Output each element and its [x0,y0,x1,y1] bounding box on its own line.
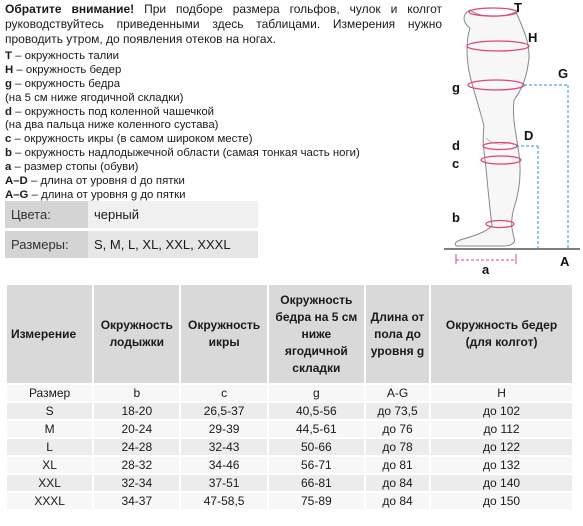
header-hips: Окружность бедер (для колгот) [431,285,572,383]
legend-item: T – окружность талии [5,50,120,62]
table-row: XXXL 34-37 47-58,5 75-89 до 84 до 150 [7,493,572,509]
label-T: T [514,0,522,15]
header-length-g: Длина от пола до уровня g [366,285,429,383]
leg-outline [455,10,529,246]
legend-item: A–G – длина от уровня g до пятки [5,188,186,201]
table-row: Размер b c g A-G H [7,385,572,401]
sizes-value: S, M, L, XL, XXL, XXXL [88,231,258,258]
sizes-label: Размеры: [5,231,88,258]
legend-item: c – окружность икры (в самом широком месте) [5,133,253,146]
legend-item: (на два пальца ниже коленного сустава) [5,119,219,132]
header-ankle: Окружность лодыжки [94,285,179,383]
label-D: D [524,128,534,143]
legend-item: d – окружность под коленной чашечкой [5,105,215,118]
label-d: d [452,138,460,153]
table-row: S 18-20 26,5-37 40,5-56 до 73,5 до 102 [7,403,572,419]
label-A: A [560,254,570,269]
label-a: a [482,262,490,277]
table-row: XL 28-32 34-46 56-71 до 81 до 132 [7,457,572,473]
intro-text: При подборе размера гольфов, чулок и колгот руководствуйтесь приведенными здесь таблицами. Измерения нужно проводить утром, до появления отеков на ногах. [5,2,443,46]
table-row: L 24-28 32-43 50-66 до 78 до 122 [7,439,572,455]
label-G: G [558,66,569,81]
legend-item: A–D – длина от уровня d до пятки [5,175,185,188]
header-thigh: Окружность бедра на 5 см ниже ягодичной складки [269,285,364,383]
intro-paragraph [5,2,442,47]
label-H: H [528,30,538,45]
label-b: b [452,210,460,225]
intro-attention: Обратите внимание! [5,2,135,16]
color-value: черный [88,201,258,228]
header-calf: Окружность икры [181,285,266,383]
table-row: M 20-24 29-39 44,5-61 до 76 до 112 [7,421,572,437]
legend-item: g – окружность бедра [5,77,121,90]
table-row: XXL 32-34 37-51 66-81 до 84 до 140 [7,475,572,491]
size-chart-table [5,283,574,511]
legend-item: (на 5 см ниже ягодичной складки) [5,91,184,104]
color-label: Цвета: [5,201,88,228]
header-measurement: Измерение [7,285,92,383]
legend-item: b – окружность надлодыжечной области (самая тонкая часть ноги) [5,147,360,160]
label-c: c [452,156,460,171]
label-g: g [452,80,460,95]
measurement-legend [5,50,442,203]
product-info-table [5,201,258,258]
leg-measurement-diagram [440,0,583,280]
length-guides [516,85,568,249]
legend-item: a – размер стопы (обуви) [5,161,139,174]
legend-item: H – окружность бедер [5,63,122,76]
